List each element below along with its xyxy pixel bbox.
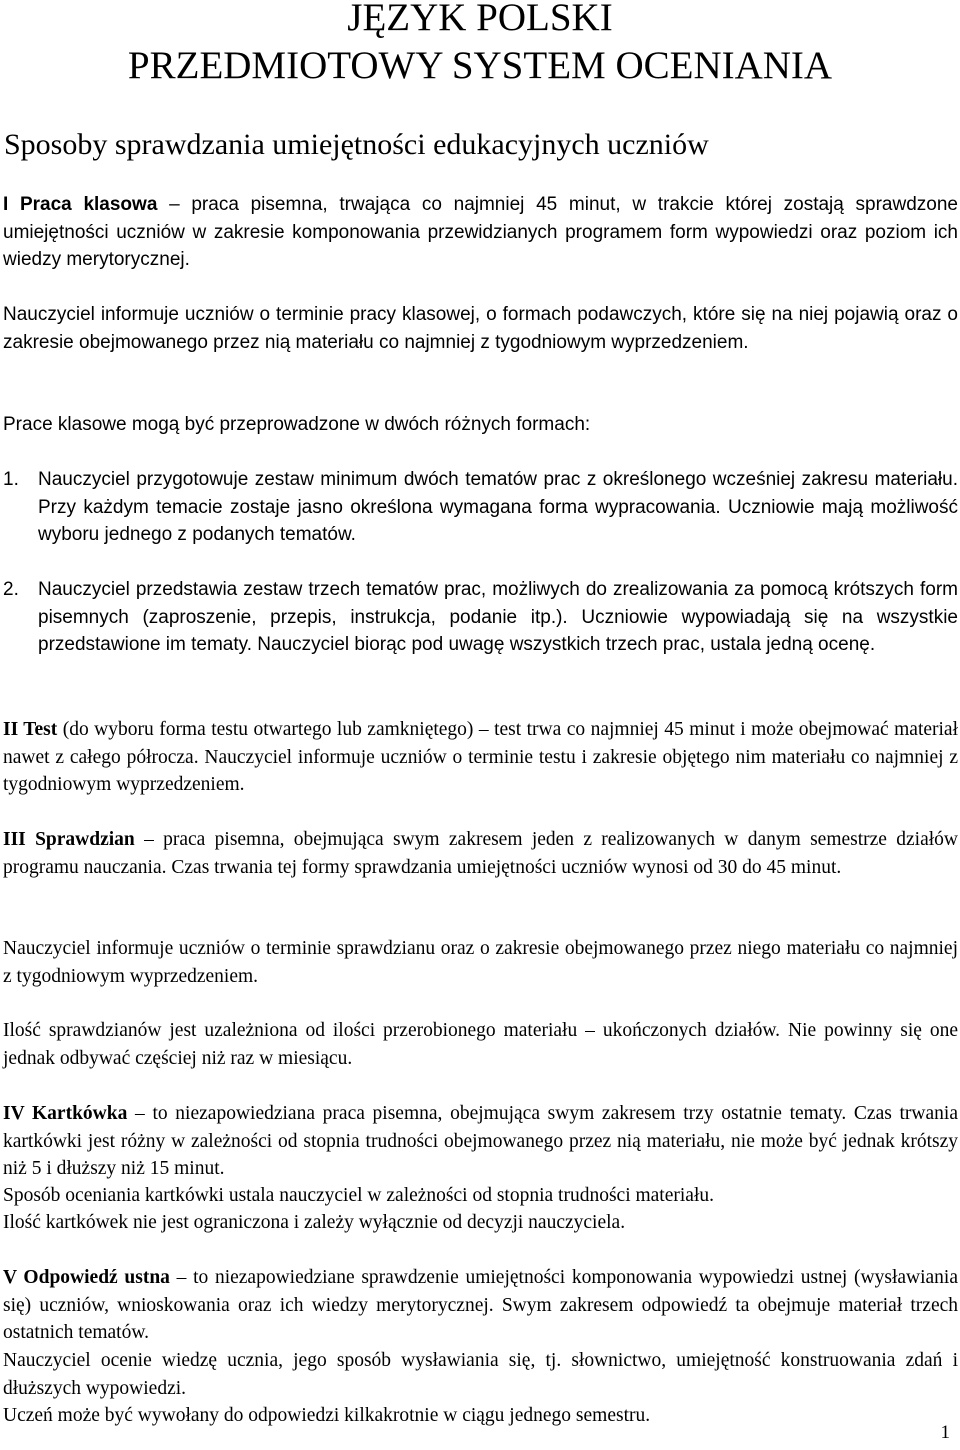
list-item xyxy=(3,576,958,659)
kartkowka-heading: IV Kartkówka xyxy=(3,1103,128,1124)
list-item xyxy=(3,466,958,549)
kartkowka-line-2: Sposób oceniania kartkówki ustala nauczyciel w zależności od stopnia trudności materiału. xyxy=(3,1185,714,1206)
sprawdzian-paragraph xyxy=(3,826,958,881)
praca-klasowa-intro xyxy=(3,191,958,274)
list-item-text: Nauczyciel przedstawia zestaw trzech tematów prac, możliwych do zrealizowania za pomocą krótszych form pisemnych (zaproszenie, przepis, instrukcja, podanie itp.). Uczniowie wypowiadają się na wszystkie przedstawione im tematy. Nauczyciel biorąc pod uwagę wszystkich trzech prac, ustala jedną ocenę. xyxy=(38,579,958,655)
odpowiedz-paragraph xyxy=(3,1264,958,1347)
list-item-number: 1. xyxy=(3,469,19,490)
praca-klasowa-paragraph-2: Prace klasowe mogą być przeprowadzone w dwóch różnych formach: xyxy=(3,414,591,435)
odpowiedz-line-2: Nauczyciel ocenie wiedzę ucznia, jego sposób wysławiania się, tj. słownictwo, umiejętność konstruowania zdań i dłuższych wypowiedzi. xyxy=(3,1350,958,1399)
test-text: (do wyboru forma testu otwartego lub zamkniętego) – test trwa co najmniej 45 minut i może obejmować materiał nawet z całego półrocza. Nauczyciel informuje uczniów o terminie testu i zakresie objętego nim materiału co najmniej z tygodniowym wyprzedzeniem. xyxy=(3,719,958,795)
sprawdzian-text: – praca pisemna, obejmująca swym zakresem jeden z realizowanych w danym semestrze działów programu nauczania. Czas trwania tej formy sprawdzania umiejętności uczniów wynosi od 30 do 45 minut. xyxy=(3,829,958,878)
odpowiedz-text: – to niezapowiedziane sprawdzenie umiejętności komponowania wypowiedzi ustnej (wysławiania się) uczniów, wnioskowania oraz ich wiedzy merytorycznej. Swym zakresem odpowiedź ta obejmuje materiał trzech ostatnich tematów. xyxy=(3,1267,959,1343)
sprawdzian-paragraph-1: Nauczyciel informuje uczniów o terminie sprawdzianu oraz o zakresie obejmowanego przez niego materiału co najmniej z tygodniowym wyprzedzeniem. xyxy=(3,938,958,987)
sprawdzian-heading: III Sprawdzian xyxy=(3,829,135,850)
section-subtitle: Sposoby sprawdzania umiejętności edukacyjnych uczniów xyxy=(4,128,709,161)
page-title-line2: PRZEDMIOTOWY SYSTEM OCENIANIA xyxy=(127,44,833,87)
test-heading: II Test xyxy=(3,719,58,740)
page-title-line1: JĘZYK POLSKI xyxy=(347,0,613,39)
kartkowka-text: – to niezapowiedziana praca pisemna, obejmująca swym zakresem trzy ostatnie tematy. Czas trwania kartkówki jest różny w zależności od stopnia trudności obejmowanego przez nią materiału, nie może być jednak krótszy niż 5 i dłuższy niż 15 minut. xyxy=(3,1103,958,1179)
list-item-text: Nauczyciel przygotowuje zestaw minimum dwóch tematów prac z określonego wcześniej zakresu materiału. Przy każdym temacie zostaje jasno określona wymagana forma wypracowania. Uczniowie mają możliwość wyboru jednego z podanych tematów. xyxy=(38,469,958,545)
list-item-number: 2. xyxy=(3,579,19,600)
page-number: 1 xyxy=(940,1422,950,1443)
test-paragraph xyxy=(3,716,958,799)
kartkowka-paragraph xyxy=(3,1100,958,1183)
odpowiedz-line-3: Uczeń może być wywołany do odpowiedzi kilkakrotnie w ciągu jednego semestru. xyxy=(3,1405,651,1426)
praca-klasowa-heading: I Praca klasowa xyxy=(3,194,158,215)
praca-klasowa-paragraph-1: Nauczyciel informuje uczniów o terminie pracy klasowej, o formach podawczych, które się na niej pojawią oraz o zakresie obejmowanego przez nią materiału co najmniej z tygodniowym wyprzedzeniem. xyxy=(3,304,958,353)
sprawdzian-paragraph-2: Ilość sprawdzianów jest uzależniona od ilości przerobionego materiału – ukończonych działów. Nie powinny się one jednak odbywać częściej niż raz w miesiącu. xyxy=(3,1020,958,1069)
odpowiedz-heading: V Odpowiedź ustna xyxy=(3,1267,170,1288)
praca-klasowa-intro-text: – praca pisemna, trwająca co najmniej 45 minut, w trakcie której zostają sprawdzone umiejętności uczniów w zakresie komponowania przewidzianych programem form wypowiedzi oraz poziom ich wiedzy merytorycznej. xyxy=(3,194,958,270)
kartkowka-line-3: Ilość kartkówek nie jest ograniczona i zależy wyłącznie od decyzji nauczyciela. xyxy=(3,1212,626,1233)
